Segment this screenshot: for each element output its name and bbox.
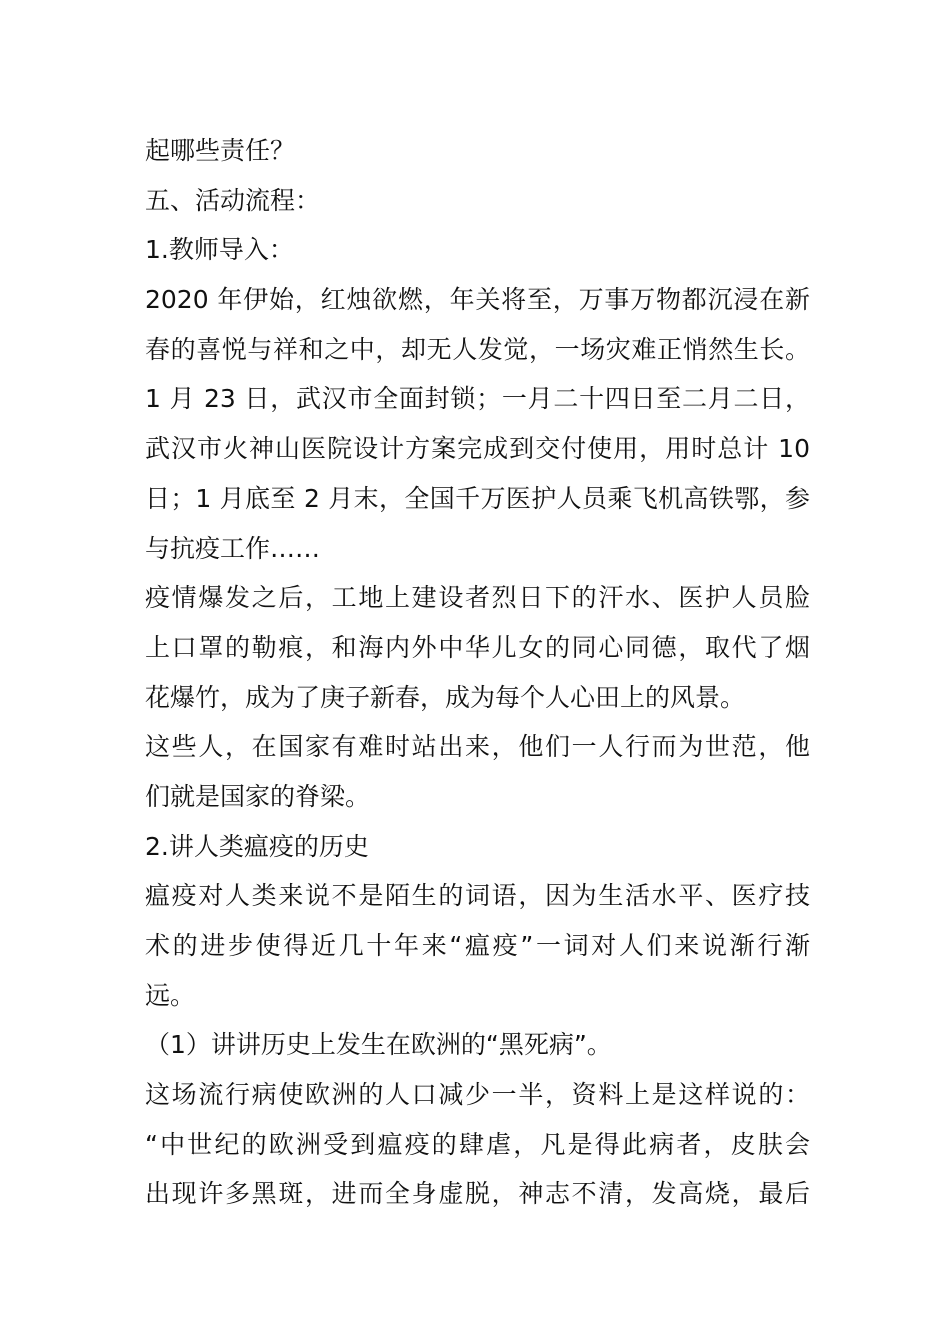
body-text: [145, 126, 810, 1219]
text-line: 上口罩的勒痕，和海内外中华儿女的同心同德，取代了烟: [145, 632, 810, 662]
text-line: 起哪些责任？: [145, 136, 296, 165]
text-line: 远。: [145, 980, 196, 1010]
text-line: 出现许多黑斑，进而全身虚脱，神志不清，发高烧，最后: [145, 1179, 810, 1209]
subsection-heading: 2.讲人类瘟疫的历史: [145, 831, 369, 861]
subsection-heading: 1.教师导入：: [145, 235, 294, 265]
section-heading: 五、活动流程：: [145, 185, 321, 215]
text-line: 们就是国家的脊梁。: [145, 781, 371, 811]
text-line: 2020 年伊始，红烛欲燃，年关将至，万事万物都沉浸在新: [145, 285, 810, 315]
text-line: 日；1 月底至 2 月末，全国千万医护人员乘飞机高铁鄂，参: [145, 483, 810, 513]
text-line: 春的喜悦与祥和之中，却无人发觉，一场灾难正悄然生长。: [145, 334, 810, 364]
text-line: 武汉市火神山医院设计方案完成到交付使用，用时总计 10: [145, 434, 810, 464]
text-line: 瘟疫对人类来说不是陌生的词语，因为生活水平、医疗技: [145, 881, 810, 911]
text-line: 与抗疫工作……: [145, 533, 321, 563]
text-line: 1 月 23 日，武汉市全面封锁；一月二十四日至二月二日，: [145, 384, 810, 414]
text-line: 这场流行病使欧洲的人口减少一半，资料上是这样说的：: [145, 1080, 810, 1110]
text-line: （1）讲讲历史上发生在欧洲的“黑死病”。: [145, 1030, 612, 1060]
text-line: “中世纪的欧洲受到瘟疫的肆虐，凡是得此病者，皮肤会: [145, 1129, 810, 1159]
text-line: 术的进步使得近几十年来“瘟疫”一词对人们来说渐行渐: [145, 931, 810, 960]
text-line: 这些人，在国家有难时站出来，他们一人行而为世范，他: [145, 732, 810, 762]
text-line: 疫情爆发之后，工地上建设者烈日下的汗水、医护人员脸: [145, 583, 810, 613]
text-line: 花爆竹，成为了庚子新春，成为每个人心田上的风景。: [145, 682, 746, 712]
